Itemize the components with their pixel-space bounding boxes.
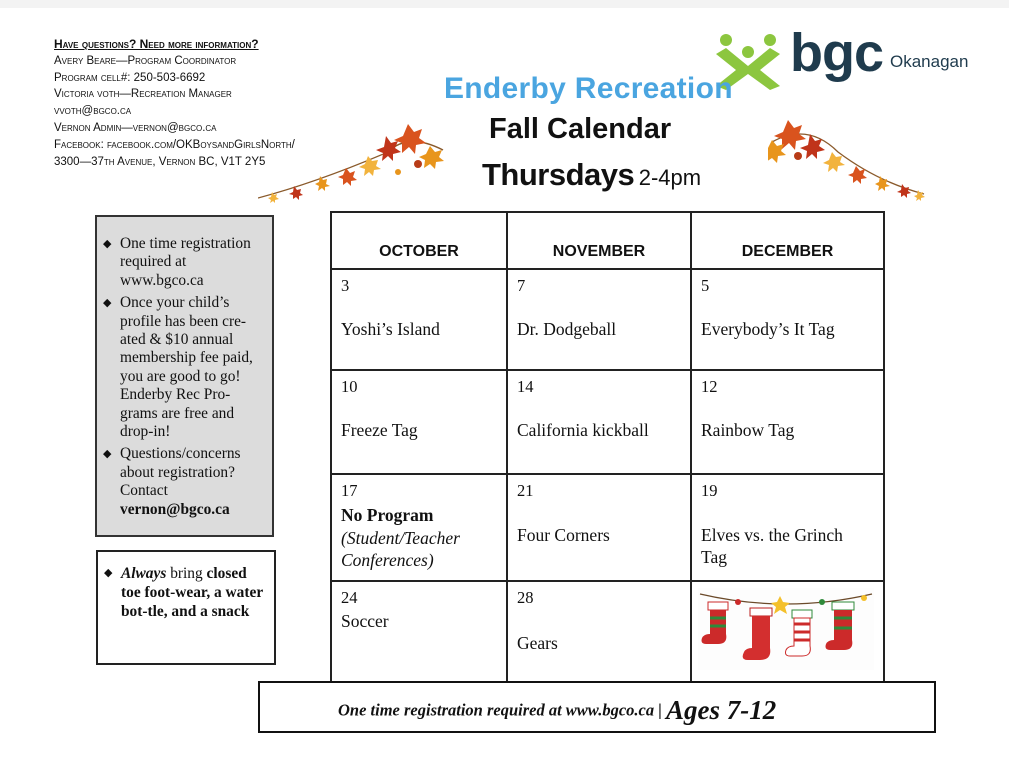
reminder-bring: bring bbox=[170, 565, 203, 582]
calendar-cell bbox=[691, 474, 884, 581]
cell-activity-line: Elves vs. the Grinch bbox=[701, 525, 843, 545]
cell-activity: Freeze Tag bbox=[341, 420, 418, 440]
cell-date: 19 bbox=[701, 481, 718, 500]
cell-note-line: (Student/Teacher bbox=[341, 528, 460, 548]
info-contact-email[interactable]: vernon@bgco.ca bbox=[120, 500, 230, 518]
info-bullet-membership bbox=[103, 294, 264, 441]
diamond-bullet-icon: ◆ bbox=[104, 567, 113, 579]
reminder-items: closed toe foot-wear, a water bot-tle, and a snack bbox=[121, 565, 263, 620]
info-bullet-contact bbox=[103, 445, 264, 519]
contact-email[interactable]: vvoth@bgco.ca bbox=[54, 105, 132, 118]
logo-wordmark: bgc bbox=[790, 23, 884, 83]
reminder-bullet bbox=[104, 564, 268, 621]
cell-date: 28 bbox=[517, 588, 534, 607]
calendar-cell bbox=[691, 269, 884, 370]
cell-date: 5 bbox=[701, 276, 710, 295]
month-header-december: DECEMBER bbox=[691, 212, 884, 269]
cell-date: 3 bbox=[341, 276, 350, 295]
info-bullet-registration bbox=[103, 235, 264, 290]
program-title: Enderby Recreation bbox=[444, 72, 733, 105]
top-strip bbox=[0, 0, 1009, 8]
cell-activity: Rainbow Tag bbox=[701, 420, 795, 440]
calendar-cell bbox=[691, 581, 884, 682]
contact-line: Avery Beare—Program Coordinator bbox=[54, 54, 237, 67]
autumn-leaves-left bbox=[258, 112, 448, 204]
info-text: One time registration required at www.bgco.ca bbox=[120, 235, 251, 289]
contact-heading: Have questions? Need more information? bbox=[54, 37, 259, 51]
cell-date: 14 bbox=[517, 377, 534, 396]
schedule-time: 2-4pm bbox=[638, 165, 702, 190]
footer-ages: Ages 7-12 bbox=[666, 695, 777, 725]
cell-activity: California kickball bbox=[517, 420, 649, 440]
registration-info-box bbox=[95, 215, 274, 537]
cell-date: 12 bbox=[701, 377, 718, 396]
cell-note bbox=[341, 527, 460, 571]
calendar-cell bbox=[507, 370, 691, 474]
diamond-bullet-icon: ◆ bbox=[103, 297, 112, 310]
calendar-cell bbox=[507, 269, 691, 370]
calendar-cell bbox=[507, 474, 691, 581]
calendar-cell bbox=[331, 474, 507, 581]
autumn-leaves-right bbox=[768, 112, 928, 204]
cell-date: 10 bbox=[341, 377, 358, 396]
contact-line: Program cell#: 250-503-6692 bbox=[54, 71, 206, 84]
calendar-row bbox=[331, 581, 884, 682]
schedule-subtitle bbox=[482, 157, 701, 193]
footer-banner bbox=[258, 681, 936, 733]
bgc-logo bbox=[712, 23, 992, 96]
logo-region: Okanagan bbox=[890, 52, 969, 71]
contact-facebook[interactable]: Facebook: facebook.com/OKBoysandGirlsNorth/ bbox=[54, 138, 295, 151]
calendar-cell bbox=[331, 581, 507, 682]
calendar-cell bbox=[331, 269, 507, 370]
diamond-bullet-icon: ◆ bbox=[103, 238, 112, 250]
cell-activity: Four Corners bbox=[517, 525, 610, 545]
reminder-always: Always bbox=[121, 565, 167, 582]
info-text: Questions/concerns about registration? Contact bbox=[120, 445, 241, 500]
info-text: Once your child’s profile has been cre-ated & $10 annual membership fee paid, you are good to go! Enderby Rec Pro-grams are free and drop-in! bbox=[120, 294, 253, 441]
month-header-october: OCTOBER bbox=[331, 212, 507, 269]
calendar-cell bbox=[691, 370, 884, 474]
christmas-stockings-image bbox=[698, 588, 874, 670]
calendar-header-row bbox=[331, 212, 884, 269]
cell-date: 21 bbox=[517, 481, 534, 500]
footer-registration-text: One time registration required at www.bgco.ca | bbox=[338, 700, 662, 720]
cell-activity: Soccer bbox=[341, 611, 389, 631]
cell-activity-line: Tag bbox=[701, 547, 727, 567]
cell-date: 7 bbox=[517, 276, 526, 295]
cell-date: 17 bbox=[341, 481, 358, 500]
calendar-title: Fall Calendar bbox=[489, 113, 672, 145]
cell-date: 24 bbox=[341, 588, 358, 607]
contact-line: Victoria voth—Recreation Manager bbox=[54, 88, 232, 101]
calendar-row bbox=[331, 474, 884, 581]
reminder-box bbox=[96, 550, 276, 665]
calendar-cell bbox=[331, 370, 507, 474]
cell-activity: Dr. Dodgeball bbox=[517, 319, 617, 339]
cell-note-line: Conferences) bbox=[341, 550, 434, 570]
footer-line bbox=[338, 696, 776, 727]
calendar-cell bbox=[507, 581, 691, 682]
contact-line: Vernon Admin—vernon@bgco.ca bbox=[54, 121, 217, 134]
contact-address: 3300—37th Avenue, Vernon BC, V1T 2Y5 bbox=[54, 155, 266, 168]
cell-activity: Gears bbox=[517, 633, 558, 653]
month-header-november: NOVEMBER bbox=[507, 212, 691, 269]
cell-activity-no-program: No Program bbox=[341, 505, 434, 525]
diamond-bullet-icon: ◆ bbox=[103, 448, 112, 461]
cell-activity: Everybody’s It Tag bbox=[701, 319, 835, 339]
schedule-day: Thursdays bbox=[482, 157, 635, 192]
calendar-row bbox=[331, 269, 884, 370]
cell-activity bbox=[701, 524, 843, 568]
fall-calendar-table bbox=[330, 211, 885, 683]
calendar-row bbox=[331, 370, 884, 474]
cell-activity: Yoshi’s Island bbox=[341, 319, 440, 339]
